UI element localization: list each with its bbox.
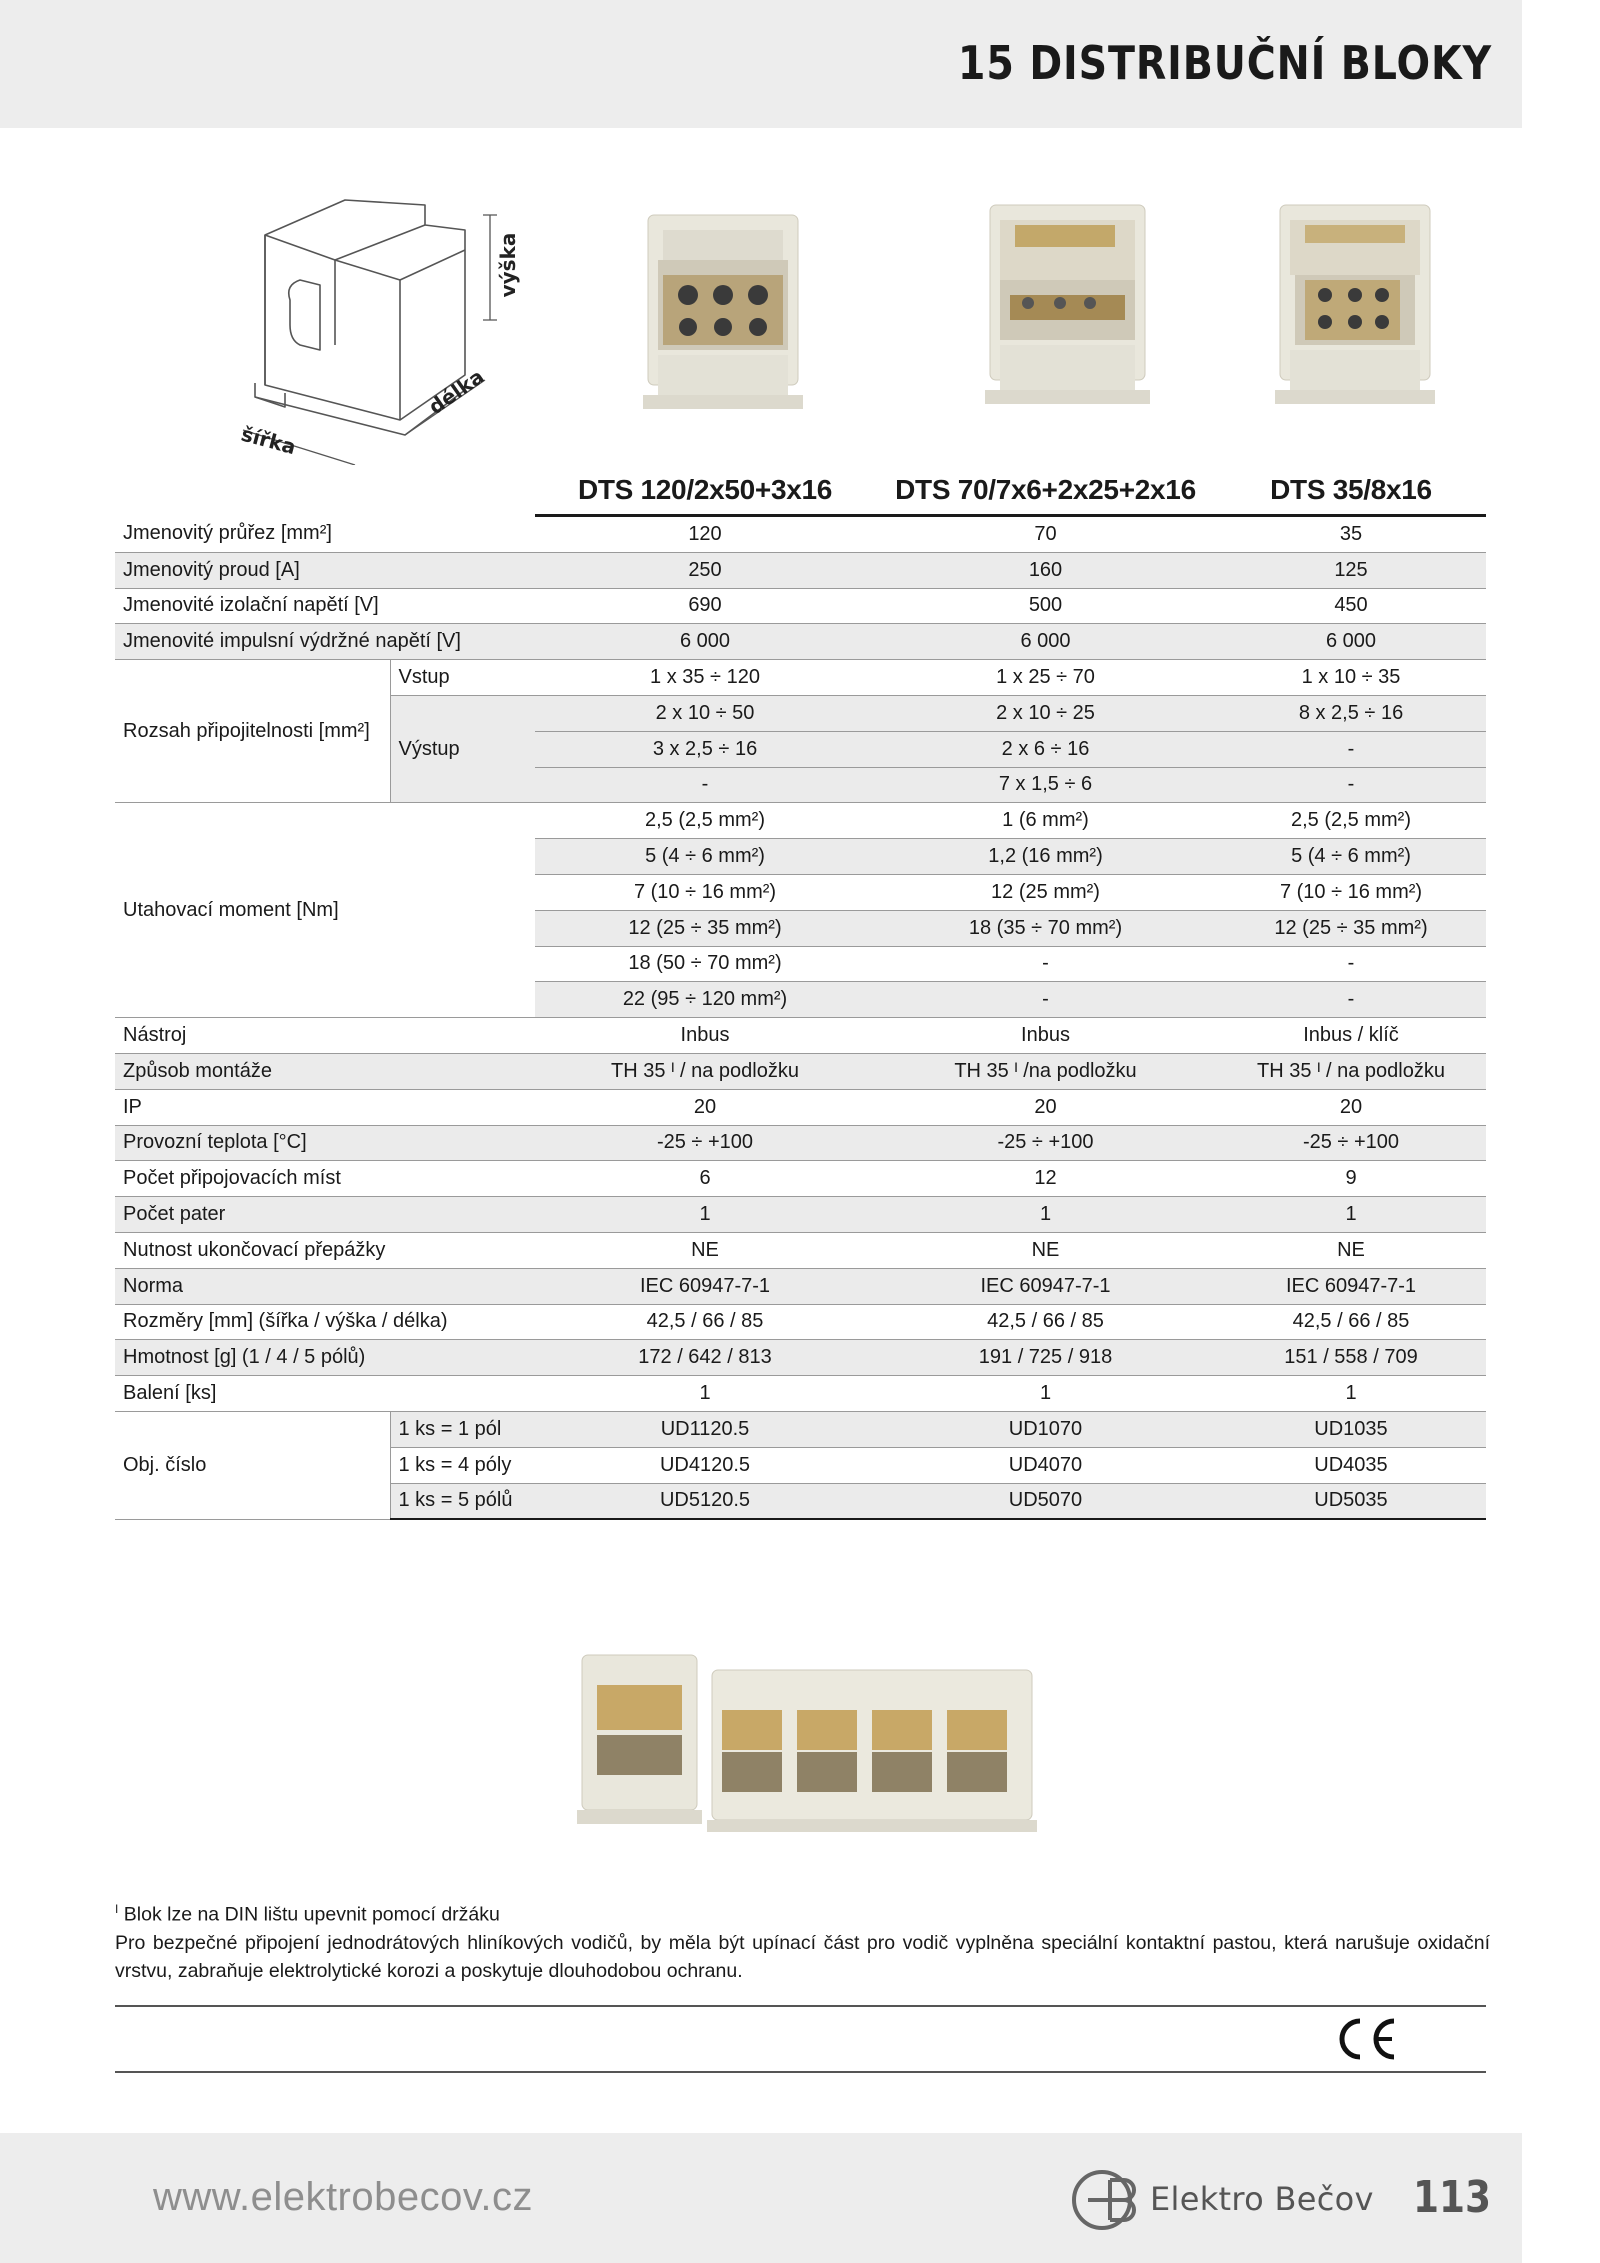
- table-row: [115, 588, 1486, 624]
- cell: IEC 60947-7-1: [1216, 1268, 1486, 1304]
- footnote-text-2: Pro bezpečné připojení jednodrátových hliníkových vodičů, by měla být upínací část pro vodič vyplněna speciální kontaktní pastou, která narušuje oxidační vrstvu, zabraňuje elektrolytické korozi a poskytuje dlouhodobou ochranu.: [115, 1931, 1490, 1982]
- cell: 12 (25 ÷ 35 mm²): [535, 910, 875, 946]
- cell: 70: [875, 516, 1216, 553]
- cell: -: [875, 982, 1216, 1018]
- row-label: Balení [ks]: [115, 1376, 535, 1412]
- row-label: Jmenovité izolační napětí [V]: [115, 588, 535, 624]
- row-label: Hmotnost [g] (1 / 4 / 5 pólů): [115, 1340, 535, 1376]
- table-row: [115, 1268, 1486, 1304]
- cell: TH 35 ᴵ / na podložku: [535, 1053, 875, 1089]
- cell: 191 / 725 / 918: [875, 1340, 1216, 1376]
- table-row: [115, 1376, 1486, 1412]
- table-row: [115, 660, 1486, 696]
- product-photo-dts70: [980, 195, 1155, 420]
- table-header-row: [115, 470, 1486, 516]
- cell: 7 (10 ÷ 16 mm²): [1216, 874, 1486, 910]
- footnote: [115, 1895, 1490, 1985]
- cell: 3 x 2,5 ÷ 16: [535, 731, 875, 767]
- divider: [115, 2005, 1486, 2007]
- height-label: výška: [496, 232, 520, 298]
- cell: 7 x 1,5 ÷ 6: [875, 767, 1216, 803]
- cell: 42,5 / 66 / 85: [1216, 1304, 1486, 1340]
- cell: 172 / 642 / 813: [535, 1340, 875, 1376]
- cell: 18 (50 ÷ 70 mm²): [535, 946, 875, 982]
- cell: 42,5 / 66 / 85: [875, 1304, 1216, 1340]
- table-row: [115, 1304, 1486, 1340]
- cell: 1: [535, 1376, 875, 1412]
- cell: UD4070: [875, 1447, 1216, 1483]
- footnote-marker: I: [115, 1902, 119, 1916]
- cell: 2 x 10 ÷ 25: [875, 695, 1216, 731]
- cell: 500: [875, 588, 1216, 624]
- cell: 125: [1216, 552, 1486, 588]
- product-photo-dts35: [1270, 195, 1440, 420]
- cell: 1: [1216, 1376, 1486, 1412]
- cell: 1: [875, 1376, 1216, 1412]
- page-number: 113: [1413, 2172, 1492, 2223]
- row-sublabel: 1 ks = 4 póly: [390, 1447, 535, 1483]
- row-sublabel: Vstup: [390, 660, 535, 696]
- cell: UD5120.5: [535, 1483, 875, 1519]
- cell: 160: [875, 552, 1216, 588]
- cell: -: [1216, 731, 1486, 767]
- row-label: Počet připojovacích míst: [115, 1161, 535, 1197]
- cell: 1 (6 mm²): [875, 803, 1216, 839]
- row-label: Provozní teplota [°C]: [115, 1125, 535, 1161]
- spec-table-wrapper: [115, 470, 1486, 1520]
- cell: 12 (25 mm²): [875, 874, 1216, 910]
- cell: TH 35 ᴵ /na podložku: [875, 1053, 1216, 1089]
- cell: 5 (4 ÷ 6 mm²): [1216, 839, 1486, 875]
- table-row: [115, 516, 1486, 553]
- cell: 1: [1216, 1197, 1486, 1233]
- cell: 450: [1216, 588, 1486, 624]
- cell: 2,5 (2,5 mm²): [1216, 803, 1486, 839]
- row-label: Obj. číslo: [115, 1411, 390, 1519]
- product-photo-dts120: [638, 205, 808, 420]
- website-url: www.elektrobecov.cz: [153, 2175, 534, 2219]
- cell: UD1070: [875, 1411, 1216, 1447]
- cell: 2 x 6 ÷ 16: [875, 731, 1216, 767]
- ce-mark-icon: [1330, 2015, 1398, 2063]
- cell: 1 x 25 ÷ 70: [875, 660, 1216, 696]
- cell: 6 000: [1216, 624, 1486, 660]
- cell: 20: [535, 1089, 875, 1125]
- cell: 1 x 35 ÷ 120: [535, 660, 875, 696]
- cell: -25 ÷ +100: [535, 1125, 875, 1161]
- cell: 6 000: [875, 624, 1216, 660]
- cell: Inbus: [875, 1018, 1216, 1054]
- cell: 1 x 10 ÷ 35: [1216, 660, 1486, 696]
- footnote-text-1: Blok lze na DIN lištu upevnit pomocí držáku: [123, 1903, 500, 1926]
- column-header-dts70: DTS 70/7x6+2x25+2x16: [875, 470, 1216, 516]
- table-row: [115, 1411, 1486, 1447]
- cell: -: [875, 946, 1216, 982]
- cell: 690: [535, 588, 875, 624]
- cell: -: [1216, 982, 1486, 1018]
- row-label: Počet pater: [115, 1197, 535, 1233]
- cell: -25 ÷ +100: [875, 1125, 1216, 1161]
- row-label: IP: [115, 1089, 535, 1125]
- cell: NE: [1216, 1232, 1486, 1268]
- cell: UD4120.5: [535, 1447, 875, 1483]
- row-label: Rozsah připojitelnosti [mm²]: [115, 660, 390, 803]
- cell: 2,5 (2,5 mm²): [535, 803, 875, 839]
- cell: 6 000: [535, 624, 875, 660]
- cell: -25 ÷ +100: [1216, 1125, 1486, 1161]
- row-label: Utahovací moment [Nm]: [115, 803, 535, 1018]
- row-sublabel: 1 ks = 1 pól: [390, 1411, 535, 1447]
- product-group-photo: [572, 1640, 1047, 1840]
- cell: TH 35 ᴵ / na podložku: [1216, 1053, 1486, 1089]
- row-label: Nástroj: [115, 1018, 535, 1054]
- header-empty: [115, 470, 535, 516]
- row-sublabel: Výstup: [390, 695, 535, 802]
- cell: Inbus / klíč: [1216, 1018, 1486, 1054]
- footnote-line-1: [115, 1895, 1490, 1929]
- row-label: Norma: [115, 1268, 535, 1304]
- cell: 35: [1216, 516, 1486, 553]
- cell: 5 (4 ÷ 6 mm²): [535, 839, 875, 875]
- cell: 9: [1216, 1161, 1486, 1197]
- cell: 22 (95 ÷ 120 mm²): [535, 982, 875, 1018]
- spec-table: [115, 470, 1486, 1520]
- cell: -: [1216, 946, 1486, 982]
- cell: 151 / 558 / 709: [1216, 1340, 1486, 1376]
- cell: NE: [535, 1232, 875, 1268]
- row-sublabel: 1 ks = 5 pólů: [390, 1483, 535, 1519]
- width-label: šířka: [238, 421, 299, 460]
- cell: 12: [875, 1161, 1216, 1197]
- cell: UD1035: [1216, 1411, 1486, 1447]
- cell: 250: [535, 552, 875, 588]
- cell: 20: [875, 1089, 1216, 1125]
- cell: -: [535, 767, 875, 803]
- table-row: [115, 1089, 1486, 1125]
- cell: 6: [535, 1161, 875, 1197]
- cell: 1,2 (16 mm²): [875, 839, 1216, 875]
- table-row: [115, 552, 1486, 588]
- cell: 42,5 / 66 / 85: [535, 1304, 875, 1340]
- cell: 2 x 10 ÷ 50: [535, 695, 875, 731]
- table-row: [115, 1018, 1486, 1054]
- row-label: Jmenovité impulsní výdržné napětí [V]: [115, 624, 535, 660]
- cell: 20: [1216, 1089, 1486, 1125]
- column-header-dts120: DTS 120/2x50+3x16: [535, 470, 875, 516]
- cell: 7 (10 ÷ 16 mm²): [535, 874, 875, 910]
- brand-name: Elektro Bečov: [1150, 2180, 1374, 2218]
- column-header-dts35: DTS 35/8x16: [1216, 470, 1486, 516]
- page-title: 15 DISTRIBUČNÍ BLOKY: [957, 36, 1492, 90]
- row-label: Způsob montáže: [115, 1053, 535, 1089]
- table-row: [115, 1197, 1486, 1233]
- table-row: [115, 1340, 1486, 1376]
- cell: NE: [875, 1232, 1216, 1268]
- company-logo-icon: [1068, 2166, 1158, 2234]
- cell: UD1120.5: [535, 1411, 875, 1447]
- row-label: Jmenovitý proud [A]: [115, 552, 535, 588]
- table-row: [115, 624, 1486, 660]
- cell: -: [1216, 767, 1486, 803]
- cell: 1: [875, 1197, 1216, 1233]
- table-row: [115, 1161, 1486, 1197]
- table-row: [115, 1053, 1486, 1089]
- cell: 8 x 2,5 ÷ 16: [1216, 695, 1486, 731]
- row-label: Jmenovitý průřez [mm²]: [115, 516, 535, 553]
- cell: 18 (35 ÷ 70 mm²): [875, 910, 1216, 946]
- cell: 120: [535, 516, 875, 553]
- row-label: Rozměry [mm] (šířka / výška / délka): [115, 1304, 535, 1340]
- cell: UD5070: [875, 1483, 1216, 1519]
- length-label: délka: [424, 364, 489, 420]
- cell: IEC 60947-7-1: [535, 1268, 875, 1304]
- cell: IEC 60947-7-1: [875, 1268, 1216, 1304]
- divider: [115, 2071, 1486, 2073]
- cell: UD5035: [1216, 1483, 1486, 1519]
- table-row: [115, 1125, 1486, 1161]
- table-row: [115, 1232, 1486, 1268]
- cell: 1: [535, 1197, 875, 1233]
- cell: UD4035: [1216, 1447, 1486, 1483]
- cell: Inbus: [535, 1018, 875, 1054]
- row-label: Nutnost ukončovací přepážky: [115, 1232, 535, 1268]
- table-row: [115, 803, 1486, 839]
- cell: 12 (25 ÷ 35 mm²): [1216, 910, 1486, 946]
- dimension-drawing: [225, 185, 555, 465]
